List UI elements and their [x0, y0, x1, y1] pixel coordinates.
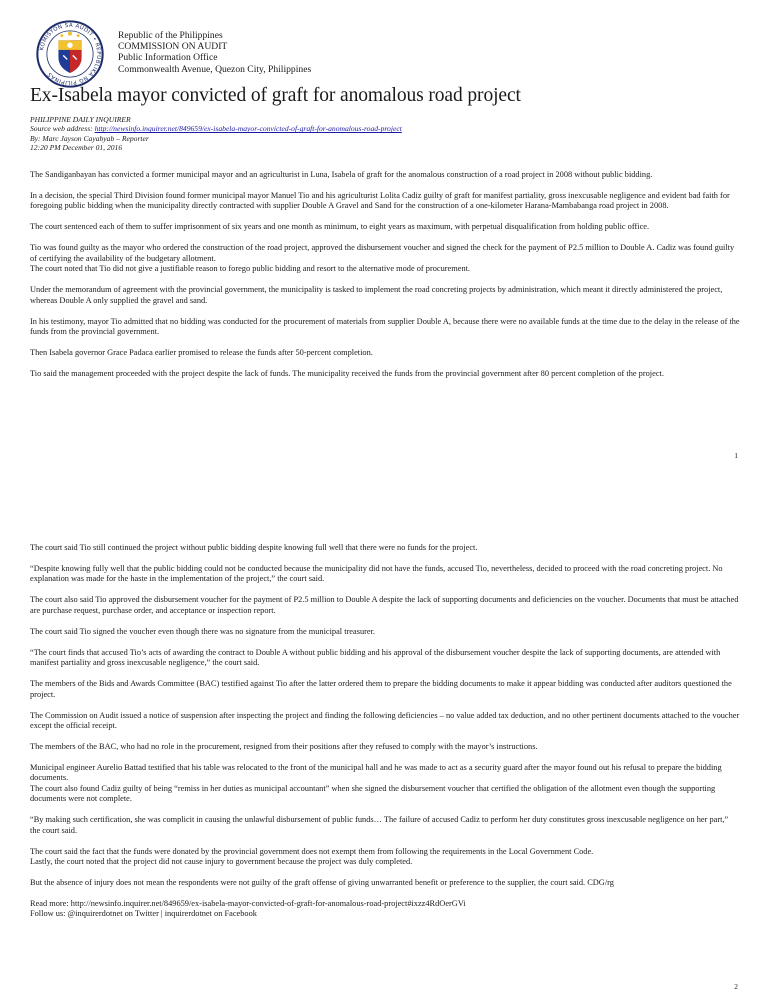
article-body-page-1: [30, 170, 740, 390]
svg-text:KOMISYON SA AUDIT • REPUBLIKA: KOMISYON SA AUDIT • REPUBLIKA NG PILIPINAS: [39, 22, 102, 86]
org-line-commission: COMMISSION ON AUDIT: [118, 41, 228, 53]
article-meta: [30, 115, 402, 152]
source-label: Source web address:: [30, 124, 95, 134]
timestamp: 12:20 PM December 01, 2016: [30, 142, 123, 152]
article-paragraph: “Despite knowing fully well that the public bidding could not be conducted because the municipality did not have the funds, accused Tio, nevertheless, decided to proceed with the road concreting project. No explanation was made for the haste in the implementation of the project,” the court said.: [30, 564, 723, 584]
org-line-country: Republic of the Philippines: [118, 30, 223, 41]
org-line-address: Commonwealth Avenue, Quezon City, Philippines: [118, 63, 312, 75]
article-headline: Ex-Isabela mayor convicted of graft for anomalous road project: [30, 85, 521, 106]
article-paragraph: In a decision, the special Third Division found former municipal mayor Manuel Tio and his agriculturist Lolita Cadiz guilty of graft for manifest partiality, gross inexcusable negligence and evident bad faith for foregoing public bidding when the municipality directly contracted with supplier Double A Gravel and Sand for the construction of a one-kilometer Harana-Mambabanga road project in 2008.: [30, 191, 730, 211]
article-paragraph: But the absence of injury does not mean the respondents were not guilty of the graft offense of giving unwarranted benefit or preference to the supplier, the court said. CDG/rg: [30, 878, 614, 888]
article-body-page-2: [30, 543, 740, 930]
article-paragraph: Tio was found guilty as the mayor who ordered the construction of the road project, approved the disbursement voucher and signed the check for the payment of P2.5 million to Double A. Cadiz was found guilty of certifying the availability of the budgetary allotment. The court noted that Tio did not give a justifiable reason to forego public bidding and resort to the alternative mode of procurement.: [30, 243, 735, 274]
article-paragraph: “The court finds that accused Tio’s acts of awarding the contract to Double A without public bidding and his approval of the disbursement voucher despite the lack of supporting documents, are attended with manifest partiality and gross inexcusable negligence,” the court said.: [30, 647, 721, 668]
article-paragraph: In his testimony, mayor Tio admitted that no bidding was conducted for the procurement of materials from supplier Double A, because there were no available funds at the time due to the delay in the release of the funds from the provincial government.: [30, 316, 740, 337]
article-paragraph: The court said Tio still continued the project without public bidding despite knowing full well that there were no funds for the project.: [30, 543, 478, 552]
org-line-office: Public Information Office: [118, 52, 218, 64]
organization-header: [118, 30, 311, 75]
document-page-1: [0, 0, 768, 470]
article-paragraph: Read more: http://newsinfo.inquirer.net/849659/ex-isabela-mayor-convicted-of-graft-for-anomalous-road-project#ixzz4RdOerGVi Follow us: @inquirerdotnet on Twitter | inquirerdotnet on Facebook: [30, 899, 466, 919]
source-line: [30, 124, 402, 133]
article-paragraph: “By making such certification, she was complicit in causing the unlawful disbursement of public funds… The failure of accused Cadiz to perform her duty constitutes gross inexcusable negligence on her part,” the court said.: [30, 815, 729, 835]
article-paragraph: The court said Tio signed the voucher even though there was no signature from the municipal treasurer.: [30, 626, 376, 636]
article-paragraph: The court said the fact that the funds were donated by the provincial government does not exempt them from following the requirements in the Local Government Code. Lastly, the court noted that the project did not cause injury to government because the project was duly completed.: [30, 846, 594, 867]
article-paragraph: The court also said Tio approved the disbursement voucher for the payment of P2.5 million to Double A despite the lack of supporting documents and deficiencies on the voucher. Documents that must be attached are purchase request, purchase order, and acceptance or inspection report.: [30, 595, 739, 615]
article-paragraph: The court sentenced each of them to suffer imprisonment of six years and one month as minimum, to eight years as maximum, with perpetual disqualification from holding public office.: [30, 222, 650, 232]
source-link[interactable]: http://newsinfo.inquirer.net/849659/ex-isabela-mayor-convicted-of-graft-for-anomalous-road-project: [94, 124, 402, 134]
article-paragraph: Tio said the management proceeded with the project despite the lack of funds. The municipality received the funds from the provincial government after 80 percent completion of the project.: [30, 369, 664, 379]
document-page-2: [0, 535, 768, 1006]
page-number: 1: [734, 451, 738, 460]
source-name: PHILIPPINE DAILY INQUIRER: [30, 115, 131, 124]
article-paragraph: The members of the Bids and Awards Committee (BAC) testified against Tio after the latter ordered them to prepare the bidding documents to make it appear bidding was conducted after auditors questioned the project.: [30, 679, 732, 699]
article-paragraph: The members of the BAC, who had no role in the procurement, resigned from their positions after they refused to comply with the mayor’s instructions.: [30, 742, 538, 752]
article-paragraph: The Commission on Audit issued a notice of suspension after inspecting the project and finding the following deficiencies – no value added tax deduction, and no other pertinent documents attached to the voucher except the official receipt.: [30, 710, 740, 731]
coa-seal-logo: [36, 20, 104, 88]
article-paragraph: Then Isabela governor Grace Padaca earlier promised to release the funds after 50-percent completion.: [30, 348, 373, 358]
article-paragraph: Municipal engineer Aurelio Battad testified that his table was relocated to the front of the municipal hall and he was made to act as a security guard after the mayor found out his refusal to prepare the bidding documents. The court also found Cadiz guilty of being “remiss in her duties as municipal accountant” when she signed the disbursement voucher that certified the obligation of the allotment even though the supporting documents were not complete.: [30, 763, 722, 804]
article-paragraph: Under the memorandum of agreement with the provincial government, the municipality is tasked to implement the road concreting projects by administration, which meant it directly administered the project, whereas Double A only supplied the gravel and sand.: [30, 285, 723, 305]
byline: By: Marc Jayson Cayabyab – Reporter: [30, 133, 149, 143]
page-number: 2: [734, 982, 738, 991]
article-paragraph: The Sandiganbayan has convicted a former municipal mayor and an agriculturist in Luna, Isabela of graft for the anomalous construction of a road project in 2008 without public bidding.: [30, 170, 653, 179]
